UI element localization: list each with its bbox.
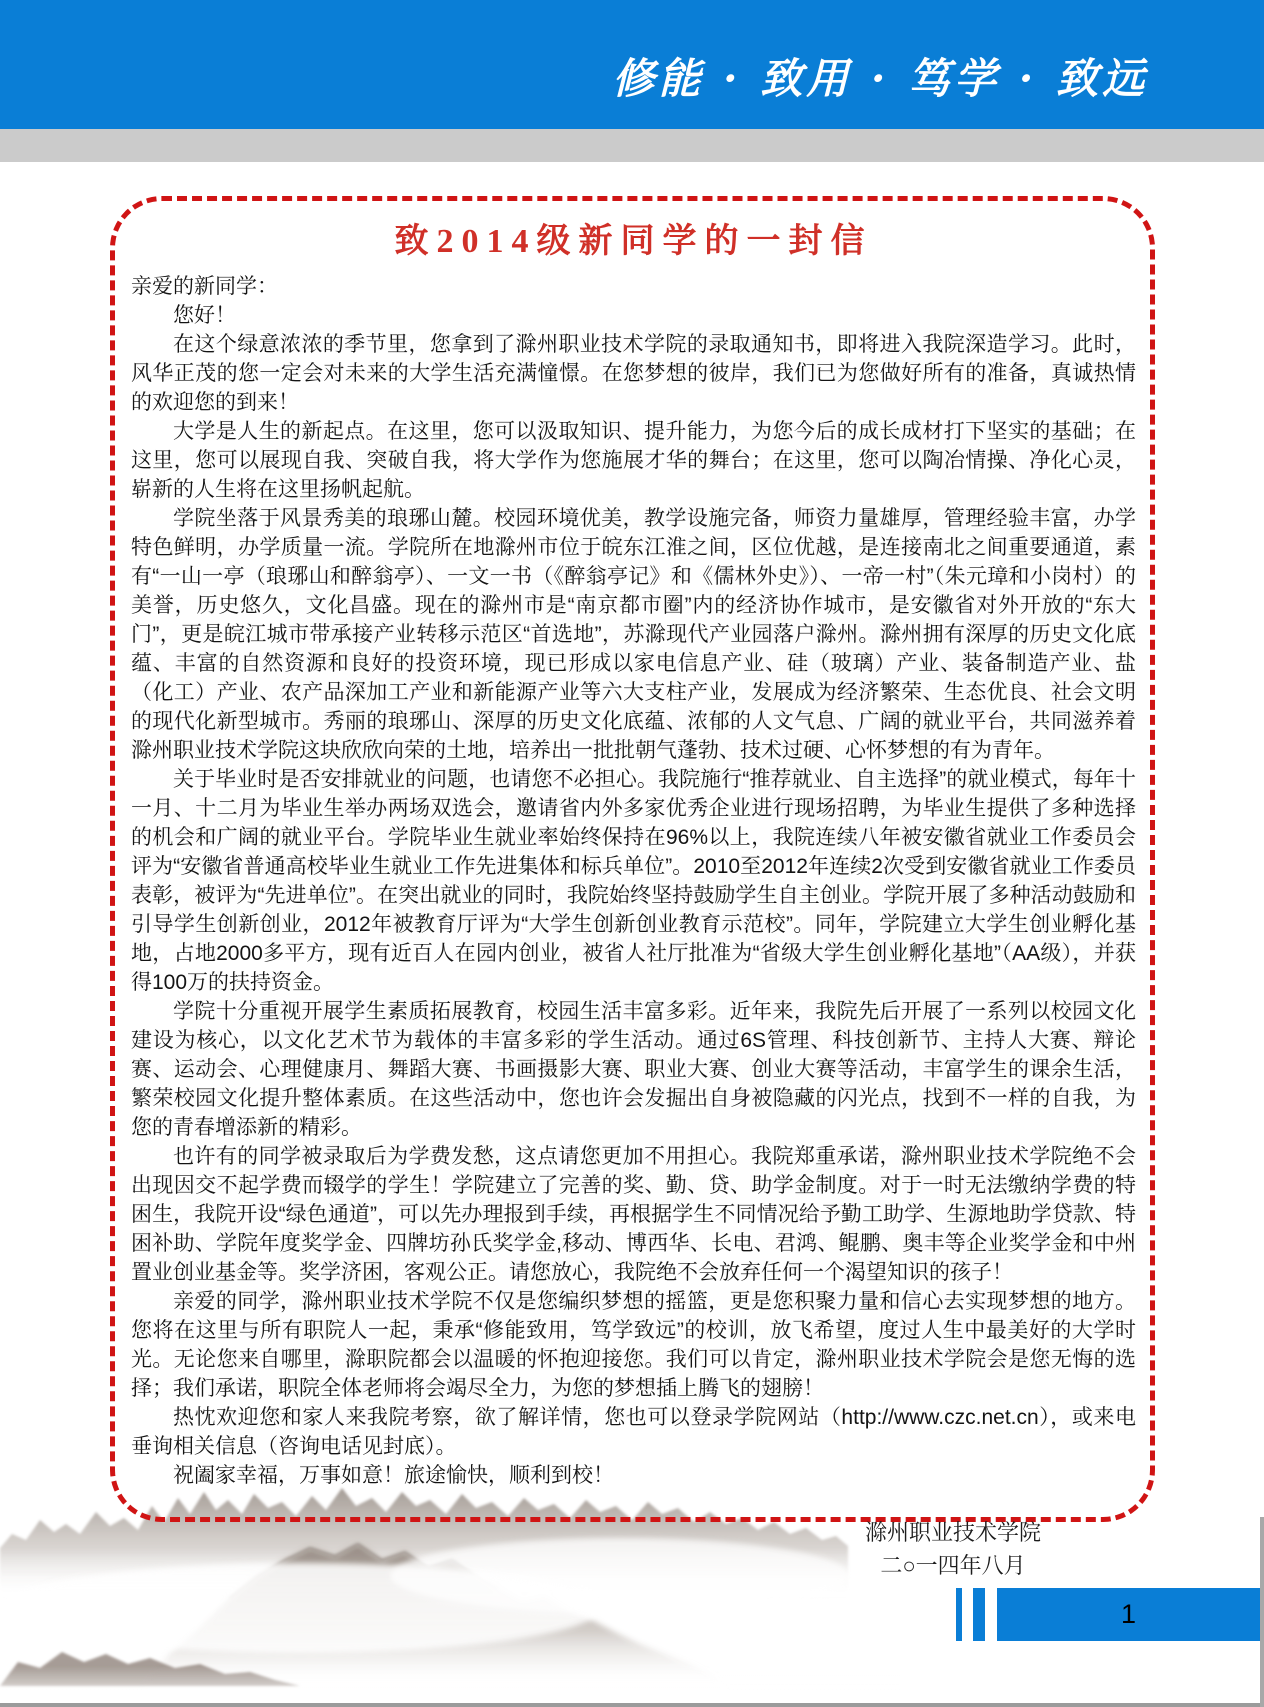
signature-org: 滁州职业技术学院 [864, 1520, 1041, 1545]
greeting: 您好！ [173, 304, 236, 327]
paragraph-contact: 热忱欢迎您和家人来我院考察，欲了解详情，您也可以登录学院网站（http://www.czc.net.cn），或来电垂询相关信息（咨询电话见封底）。 [131, 1406, 1136, 1458]
paragraph-campus-life: 学院十分重视开展学生素质拓展教育，校园生活丰富多彩。近年来，我院先后开展了一系列以校园文化建设为核心，以文化艺术节为载体的丰富多彩的学生活动。通过6S管理、科技创新节、主持人大赛、辩论赛、运动会、心理健康月、舞蹈大赛、书画摄影大赛、职业大赛、创业大赛等活动，丰富学生的课余生活，繁荣校园文化提升整体素质。在这些活动中，您也许会发掘出自身被隐藏的闪光点，找到不一样的自我，为您的青春增添新的精彩。 [131, 1000, 1136, 1139]
pagebar [997, 1588, 1260, 1641]
page-number: 1 [1120, 1599, 1137, 1629]
header-gray-strip [0, 129, 1264, 162]
signature-date: 二○一四年八月 [880, 1553, 1026, 1578]
pagebar-accent-thick [973, 1588, 985, 1641]
paragraph-wishes: 祝阖家幸福，万事如意！旅途愉快，顺利到校！ [173, 1464, 614, 1487]
letter-box [110, 196, 1155, 1578]
salutation: 亲爱的新同学： [131, 275, 278, 298]
school-motto-calligraphy: 修能 · 致用 · 笃学 · 致远 [612, 54, 1148, 103]
paragraph-welcome: 在这个绿意浓浓的季节里，您拿到了滁州职业技术学院的录取通知书，即将进入我院深造学习。此时，风华正茂的您一定会对未来的大学生活充满憧憬。在您梦想的彼岸，我们已为您做好所有的准备，真诚热情的欢迎您的到来！ [131, 333, 1136, 414]
paragraph-financial-aid: 也许有的同学被录取后为学费发愁，这点请您更加不用担心。我院郑重承诺，滁州职业技术学院绝不会出现因交不起学费而辍学的学生！学院建立了完善的奖、勤、贷、助学金制度。对于一时无法缴纳学费的特困生，我院开设“绿色通道”，可以先办理报到手续，再根据学生不同情况给予勤工助学、生源地助学贷款、特困补助、学院年度奖学金、四牌坊孙氏奖学金,移动、博西华、长电、君鸿、鲲鹏、奥丰等企业奖学金和中州置业创业基金等。奖学济困，客观公正。请您放心，我院绝不会放弃任何一个渴望知识的孩子！ [131, 1145, 1136, 1284]
header-banner [0, 0, 1264, 129]
paragraph-employment: 关于毕业时是否安排就业的问题，也请您不必担心。我院施行“推荐就业、自主选择”的就业模式，每年十一月、十二月为毕业生举办两场双选会，邀请省内外多家优秀企业进行现场招聘，为毕业生提供了多种选择的机会和广阔的就业平台。学院毕业生就业率始终保持在96%以上，我院连续八年被安徽省就业工作委员会评为“安徽省普通高校毕业生就业工作先进集体和标兵单位”。2010至2012年连续2次受到安徽省就业工作委员表彰，被评为“先进单位”。在突出就业的同时，我院始终坚持鼓励学生自主创业。学院开展了多种活动鼓励和引导学生创新创业，2012年被教育厅评为“大学生创新创业教育示范校”。同年，学院建立大学生创业孵化基地，占地2000多平方，现有近百人在园内创业，被省人社厅批准为“省级大学生创业孵化基地”（AA级），并获得100万的扶持资金。 [131, 768, 1136, 994]
scan-bottom-edge [0, 1703, 1264, 1707]
scan-right-edge [1260, 1517, 1264, 1707]
signature-block [865, 1516, 1041, 1582]
paragraph-college-city: 学院坐落于风景秀美的琅琊山麓。校园环境优美，教学设施完备，师资力量雄厚，管理经验丰富，办学特色鲜明，办学质量一流。学院所在地滁州市位于皖东江淮之间，区位优越，是连接南北之间重要通道，素有“一山一亭（琅琊山和醉翁亭）、一文一书（《醉翁亭记》和《儒林外史》）、一帝一村”（朱元璋和小岗村）的美誉，历史悠久，文化昌盛。现在的滁州市是“南京都市圈”内的经济协作城市，是安徽省对外开放的“东大门”，更是皖江城市带承接产业转移示范区“首选地”，苏滁现代产业园落户滁州。滁州拥有深厚的历史文化底蕴、丰富的自然资源和良好的投资环境，现已形成以家电信息产业、硅（玻璃）产业、装备制造产业、盐（化工）产业、农产品深加工产业和新能源产业等六大支柱产业，发展成为经济繁荣、生态优良、社会文明的现代化新型城市。秀丽的琅琊山、深厚的历史文化底蕴、浓郁的人文气息、广阔的就业平台，共同滋养着滁州职业技术学院这块欣欣向荣的土地，培养出一批批朝气蓬勃、技术过硬、心怀梦想的有为青年。 [131, 507, 1136, 762]
pagebar-accent-thin [956, 1588, 962, 1641]
paragraph-new-start: 大学是人生的新起点。在这里，您可以汲取知识、提升能力，为您今后的成长成材打下坚实的基础；在这里，您可以展现自我、突破自我，将大学作为您施展才华的舞台；在这里，您可以陶冶情操、净化心灵，崭新的人生将在这里扬帆起航。 [131, 420, 1136, 501]
letter-title: 致2014级新同学的一封信 [394, 223, 873, 260]
paragraph-promise: 亲爱的同学，滁州职业技术学院不仅是您编织梦想的摇篮，更是您积聚力量和信心去实现梦想的地方。您将在这里与所有职院人一起，秉承“修能致用，笃学致远”的校训，放飞希望，度过人生中最美好的大学时光。无论您来自哪里，滁职院都会以温暖的怀抱迎接您。我们可以肯定，滁州职业技术学院会是您无悔的选择；我们承诺，职院全体老师将会竭尽全力，为您的梦想插上腾飞的翅膀！ [131, 1290, 1136, 1400]
